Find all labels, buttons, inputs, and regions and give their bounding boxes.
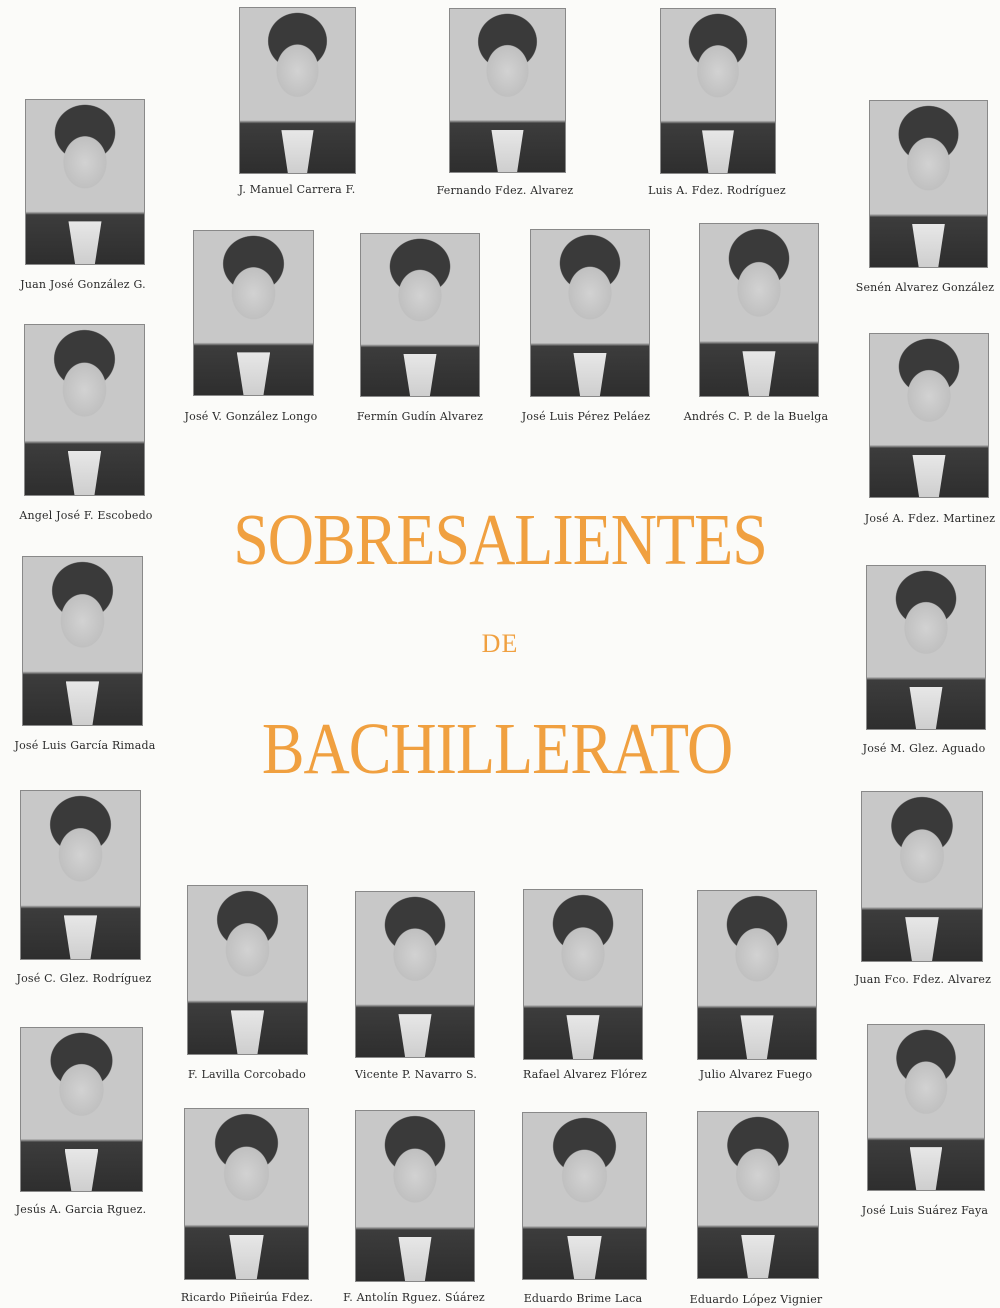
student-portrait-photo xyxy=(861,791,983,962)
student-portrait-photo xyxy=(449,8,566,173)
shirt-collar-shape xyxy=(398,1237,431,1281)
student-portrait-photo xyxy=(239,7,356,174)
student-name-caption: Vicente P. Navarro S. xyxy=(354,1068,478,1081)
student-name-caption: Eduardo Brime Laca xyxy=(523,1292,643,1305)
title-de: DE xyxy=(481,629,519,658)
student-name-caption: J. Manuel Carrera F. xyxy=(238,183,356,196)
student-portrait-photo xyxy=(699,223,819,397)
shirt-collar-shape xyxy=(909,687,942,729)
student-name-caption: Luis A. Fdez. Rodríguez xyxy=(648,184,786,197)
student-portrait-photo xyxy=(20,790,141,960)
student-name-caption: José Luis Pérez Peláez xyxy=(521,410,651,423)
shirt-collar-shape xyxy=(566,1015,599,1059)
shirt-collar-shape xyxy=(231,1010,264,1054)
student-portrait-photo xyxy=(869,333,989,498)
student-name-caption: Eduardo López Vignier xyxy=(689,1293,823,1306)
student-name-caption: F. Antolín Rguez. Súárez xyxy=(343,1291,485,1304)
student-portrait-photo xyxy=(193,230,314,396)
student-portrait-photo xyxy=(530,229,650,397)
student-portrait-photo xyxy=(523,889,643,1060)
shirt-collar-shape xyxy=(68,221,101,264)
student-name-caption: Senén Alvarez González xyxy=(855,281,995,294)
shirt-collar-shape xyxy=(573,353,606,396)
student-portrait-photo xyxy=(25,99,145,265)
student-name-caption: Fernando Fdez. Alvarez xyxy=(436,184,574,197)
shirt-collar-shape xyxy=(237,352,270,395)
student-name-caption: Jesús A. Garcia Rguez. xyxy=(15,1203,147,1216)
student-portrait-photo xyxy=(22,556,143,726)
shirt-collar-shape xyxy=(398,1014,431,1057)
student-portrait-photo xyxy=(20,1027,143,1192)
student-name-caption: Juan Fco. Fdez. Alvarez xyxy=(854,973,992,986)
student-portrait-photo xyxy=(660,8,776,174)
student-portrait-photo xyxy=(867,1024,985,1191)
student-name-caption: José Luis García Rimada xyxy=(14,739,156,752)
shirt-collar-shape xyxy=(403,354,436,396)
student-name-caption: Rafael Alvarez Flórez xyxy=(522,1068,648,1081)
title-sobresalientes: SOBRESALIENTES xyxy=(233,498,767,581)
shirt-collar-shape xyxy=(905,917,939,961)
student-portrait-photo xyxy=(697,1111,819,1279)
shirt-collar-shape xyxy=(741,1235,775,1278)
student-portrait-photo xyxy=(184,1108,309,1280)
student-portrait-photo xyxy=(697,890,817,1060)
shirt-collar-shape xyxy=(229,1235,263,1279)
student-portrait-photo xyxy=(355,891,475,1058)
student-name-caption: Ricardo Piñeirúa Fdez. xyxy=(180,1291,314,1304)
shirt-collar-shape xyxy=(567,1236,601,1279)
student-name-caption: Fermín Gudín Alvarez xyxy=(356,410,484,423)
shirt-collar-shape xyxy=(740,1015,773,1059)
shirt-collar-shape xyxy=(912,224,945,267)
shirt-collar-shape xyxy=(281,130,313,173)
student-name-caption: F. Lavilla Corcobado xyxy=(188,1068,306,1081)
student-name-caption: José C. Glez. Rodríguez xyxy=(16,972,152,985)
student-name-caption: José M. Glez. Aguado xyxy=(862,742,986,755)
student-portrait-photo xyxy=(360,233,480,397)
shirt-collar-shape xyxy=(66,681,99,725)
student-portrait-photo xyxy=(866,565,986,730)
shirt-collar-shape xyxy=(65,1149,99,1191)
shirt-collar-shape xyxy=(912,455,945,497)
student-name-caption: Juan José González G. xyxy=(20,278,146,291)
student-name-caption: Julio Alvarez Fuego xyxy=(699,1068,813,1081)
student-name-caption: José A. Fdez. Martinez xyxy=(864,512,996,525)
student-portrait-photo xyxy=(522,1112,647,1280)
shirt-collar-shape xyxy=(68,451,101,495)
student-portrait-photo xyxy=(187,885,308,1055)
student-name-caption: José V. González Longo xyxy=(184,410,318,423)
student-name-caption: Angel José F. Escobedo xyxy=(19,509,153,522)
shirt-collar-shape xyxy=(702,130,734,173)
student-portrait-photo xyxy=(355,1110,475,1282)
student-name-caption: Andrés C. P. de la Buelga xyxy=(683,410,829,423)
student-name-caption: José Luis Suárez Faya xyxy=(861,1204,989,1217)
student-portrait-photo xyxy=(24,324,145,496)
shirt-collar-shape xyxy=(910,1147,942,1190)
shirt-collar-shape xyxy=(491,130,523,172)
title-bachillerato: BACHILLERATO xyxy=(261,707,733,790)
shirt-collar-shape xyxy=(742,351,775,396)
shirt-collar-shape xyxy=(64,915,97,959)
student-portrait-photo xyxy=(869,100,988,268)
